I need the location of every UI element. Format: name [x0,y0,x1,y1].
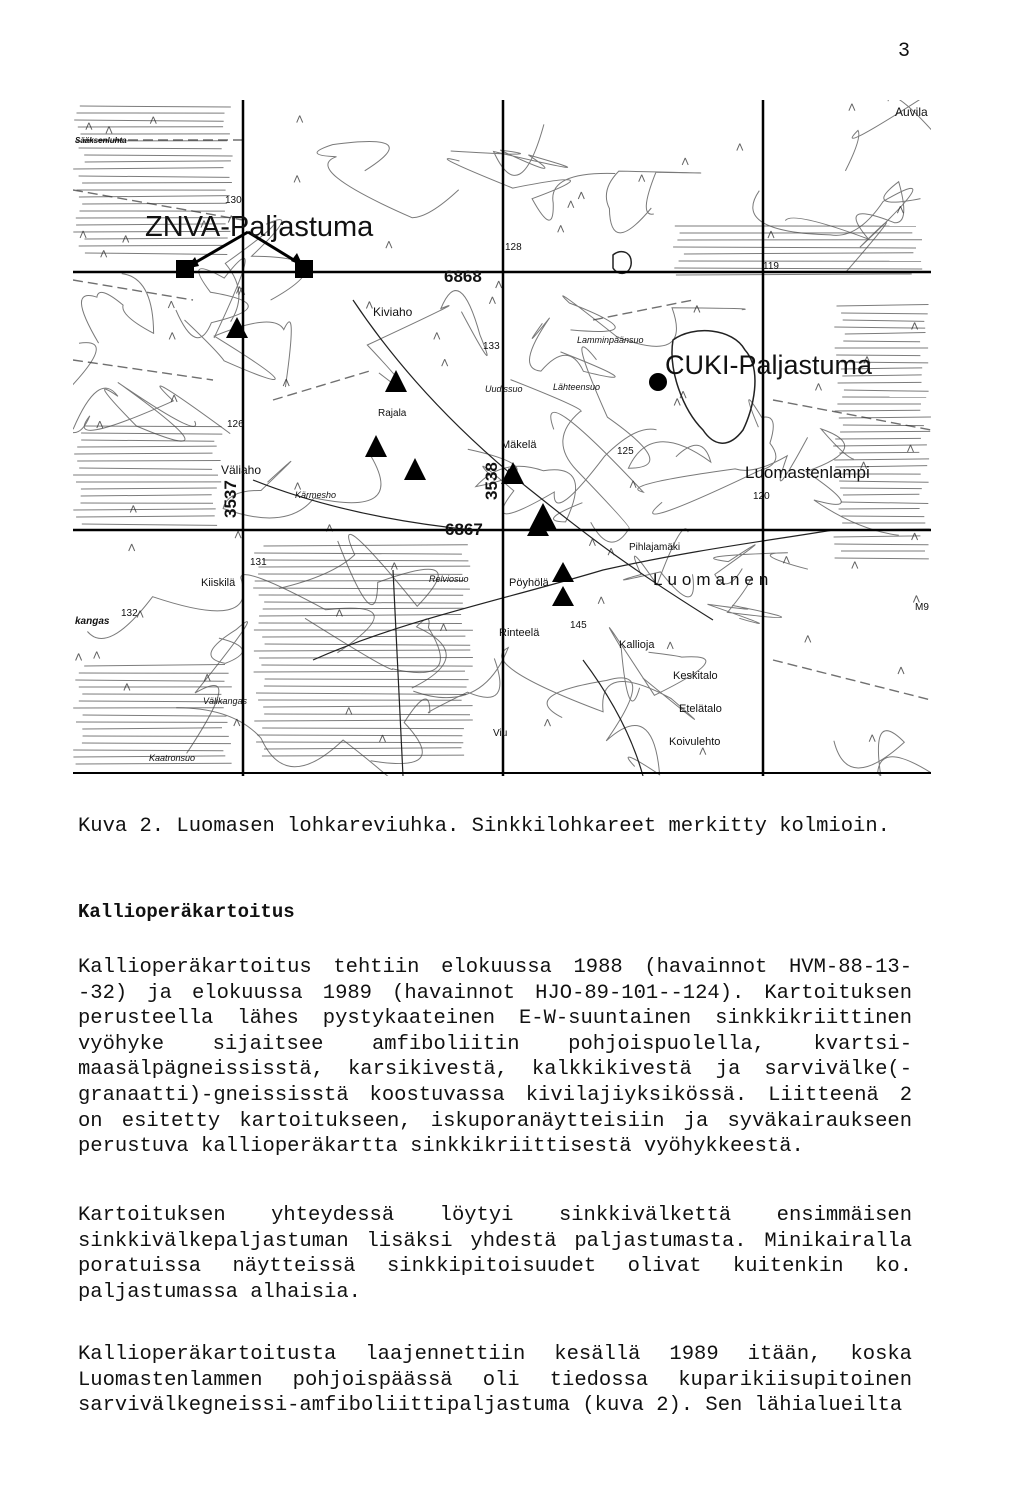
grid-label-6867: 6867 [445,520,483,539]
paragraph: Kallioperäkartoitusta laajennettiin kesällä 1989 itään, koska Luomastenlammen pohjoispäässä oli tiedossa kuparikiisupitoinen sarvivälkegneissi-amfiboliittipaljastuma (kuva 2). Sen lähialueilta [78,1343,912,1418]
place-label: Auvila [895,105,928,119]
page-number: 3 [898,40,911,63]
place-label: Kaatronsuo [149,753,196,763]
marsh-hatch [77,460,220,461]
place-label: Etelätalo [679,703,722,715]
place-label: Uudissuo [485,384,523,394]
marsh-hatch [841,516,924,517]
spot-height: 119 [763,261,779,272]
spot-height: 133 [483,341,500,352]
place-label: Kärmesho [295,490,337,500]
place-label: Sääksenluhta [75,136,127,145]
label-znva-outcrop: ZNVA-Paljastuma [145,211,374,243]
outcrop-marker [176,260,194,278]
marsh-hatch [840,488,922,489]
place-label: Luomastenlampi [745,463,870,482]
place-label: Väliaho [221,463,262,477]
grid-label-6868: 6868 [444,267,482,286]
marsh-hatch [265,679,469,680]
outcrop-marker [295,260,313,278]
marsh-hatch [79,148,222,149]
spot-height: 130 [225,195,242,206]
paragraph: Kartoituksen yhteydessä löytyi sinkkivälkettä ensimmäisen sinkkivälkepaljastuman lisäksi yhdestä paljastumasta. Minikairalla poratuissa näytteissä sinkkipitoisuudet olivat kuitenkin ko. paljastumassa alhaisia. [78,1204,912,1304]
spot-height: 128 [505,242,522,253]
grid-label-3538: 3538 [482,462,501,500]
place-label: Mäkelä [501,439,537,451]
spot-height: 145 [570,620,587,631]
figure-caption: Kuva 2. Luomasen lohkareviuhka. Sinkkilohkareet merkitty kolmioin. [78,815,890,838]
spot-height: 131 [250,557,267,568]
marsh-hatch [79,245,225,246]
paragraph: Kallioperäkartoitus tehtiin elokuussa 1988 (havainnot HVM-88-13--32) ja elokuussa 1989 (havainnot HJO-89-101--124). Kartoituksen perusteella lähes pystykaateinen E-W-suuntainen sinkkikriittinen vyöhyke sijaitsee amfiboliitin pohjoispuolella, kvartsi-maasälpägneississtä, karsikivestä, kalkkikivestä ja sarvivälke(-granaatti)-gneississtä koostuvassa kivilajiyksikössä. Liitteenä 2 on esitetty kartoitukseen, iskuporanäytteisiin ja syväkairaukseen perustuva kallioperäkartta sinkkikriittisestä vyöhykkeestä. [78,956,912,1159]
place-label: Rajala [378,408,407,419]
place-label: Kiviaho [373,305,413,319]
place-label: Lähteensuo [553,382,601,392]
marsh-hatch [84,426,222,427]
spot-height: 126 [227,419,244,430]
marsh-hatch [840,431,930,432]
section-heading: Kallioperäkartoitus [78,901,295,923]
label-cuki-outcrop: CUKI-Paljastuma [665,350,873,380]
grid-label-3537: 3537 [221,480,240,518]
place-label: Kiiskilä [201,577,236,589]
marsh-hatch [843,425,924,426]
marsh-hatch [838,382,922,383]
marsh-hatch [82,182,232,183]
place-label: Lamminpäänsuo [577,335,644,345]
spot-height: 120 [753,491,770,502]
spot-height: 125 [617,446,634,457]
place-label: Pöyhölä [509,577,549,589]
marsh-hatch [839,508,920,509]
place-label: Relviosuo [429,574,469,584]
marsh-hatch [82,743,231,744]
place-label: Luomanen [653,570,774,589]
place-label: Viu [493,728,508,739]
marsh-hatch [73,750,223,751]
spot-height: 132 [121,608,138,619]
place-label: Pihlajamäki [629,542,681,553]
place-label: Keskitalo [673,670,718,682]
topographic-map [73,100,931,776]
place-label: Koivulehto [669,736,721,748]
spot-height: M9 [915,602,929,613]
place-label: Kallioja [619,639,655,651]
marsh-hatch [839,452,919,453]
marsh-hatch [262,728,464,729]
place-label: Rinteelä [499,627,540,639]
place-label: Välikangas [203,696,248,706]
marsh-hatch [835,438,921,439]
figure-map [73,100,931,776]
place-label: kangas [75,616,110,627]
marsh-hatch [76,763,232,764]
